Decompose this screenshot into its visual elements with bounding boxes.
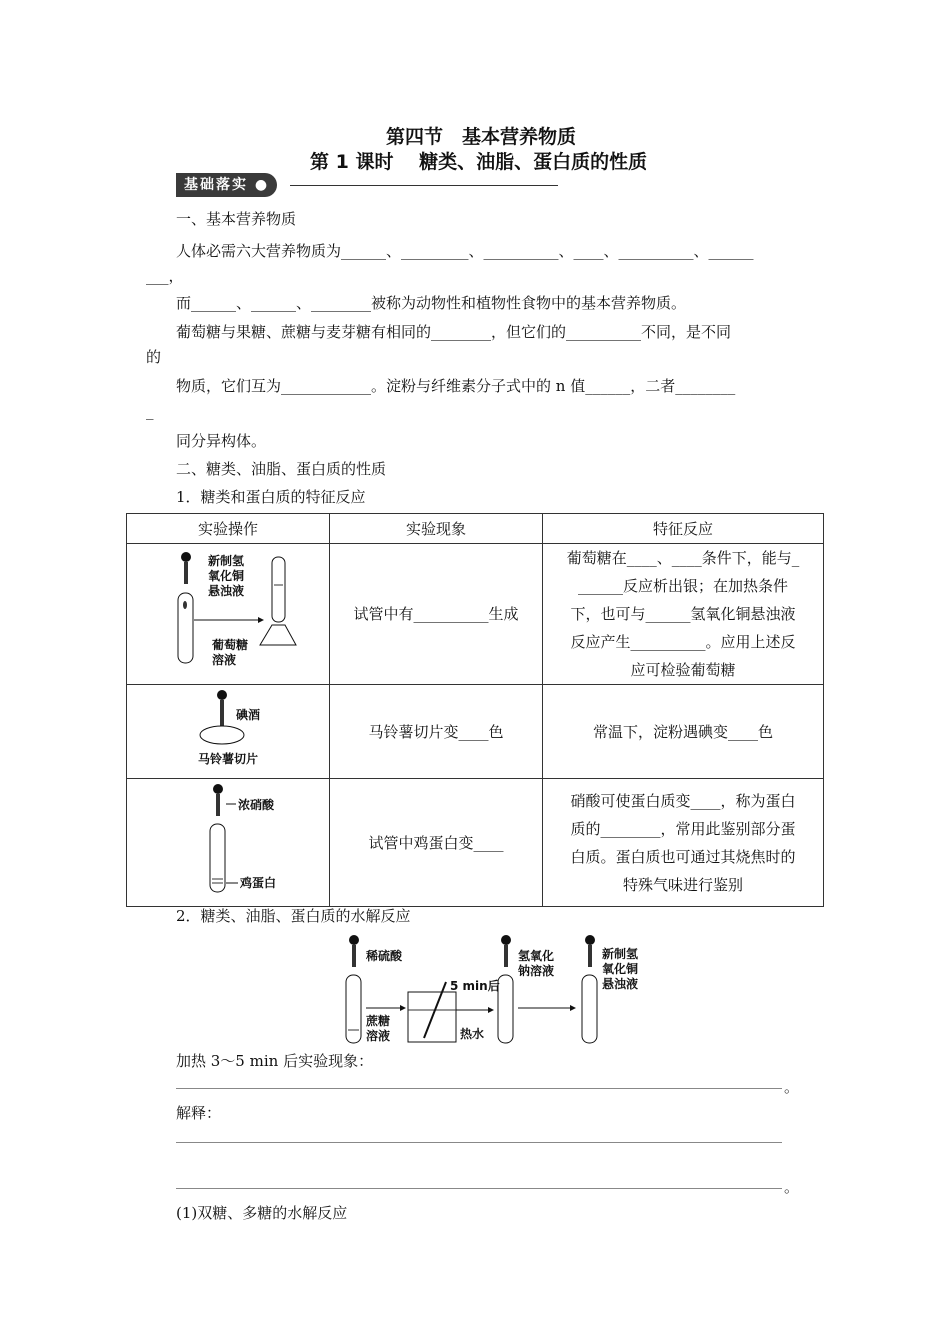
text-line: 而______、______、________被称为动物性和植物性食物中的基本营养物质。 (176, 294, 687, 312)
fig-label: 浓硝酸 (238, 798, 275, 812)
fig-label: 氧化铜 (602, 962, 639, 976)
fig-label: 氢氧化 (518, 949, 555, 963)
fig-label: 热水 (460, 1027, 485, 1041)
fig-label: 5 min后 (450, 979, 500, 993)
table-row (127, 544, 824, 685)
silver-mirror-figure (138, 545, 318, 675)
text-line: 人体必需六大营养物质为______、_________、__________、____、__________、______ (176, 242, 754, 260)
observation-label: 加热 3～5 min 后实验现象： (176, 1052, 374, 1070)
reaction-cell (543, 544, 824, 685)
text-line: 的 (146, 348, 162, 366)
hydrolysis-figure (338, 930, 678, 1048)
phenomenon-cell: 马铃薯切片变____色 (330, 685, 543, 779)
text-line: 物质，它们互为____________。淀粉与纤维素分子式中的 n 值______，二者________ (176, 377, 736, 395)
experiment-figure (127, 544, 330, 685)
experiment-figure (127, 685, 330, 779)
period: 。 (784, 1078, 800, 1096)
answer-line (176, 1188, 782, 1189)
reaction-table (126, 513, 824, 907)
fig-label: 新制氢 (208, 553, 245, 568)
reaction-line: 白质。蛋白质也可通过其烧焦时的 (570, 847, 796, 866)
subheading: (1)双糖、多糖的水解反应 (176, 1204, 348, 1222)
period: 。 (784, 1178, 800, 1196)
banner-label: 基础落实 (184, 177, 248, 193)
reaction-cell: 常温下，淀粉遇碘变____色 (543, 685, 824, 779)
text-line: _ (146, 402, 154, 420)
banner-rule (290, 185, 558, 186)
reaction-line: 反应产生__________。应用上述反 (570, 633, 796, 651)
phenomenon-cell: 试管中有__________生成 (330, 544, 543, 685)
reaction-line: 硝酸可使蛋白质变____，称为蛋白 (570, 791, 796, 810)
fig-label: 葡萄糖 (212, 637, 249, 652)
fig-label: 稀硫酸 (366, 949, 403, 963)
section1-heading: 一、基本营养物质 (176, 210, 297, 228)
fig-label: 鸡蛋白 (240, 876, 277, 890)
col-header: 实验现象 (330, 514, 543, 544)
answer-line (176, 1088, 782, 1089)
subheading: 2．糖类、油脂、蛋白质的水解反应 (176, 907, 411, 925)
fig-label: 悬浊液 (602, 977, 639, 991)
answer-line (176, 1142, 782, 1143)
basics-banner (176, 173, 277, 197)
reaction-line: 葡萄糖在____、____条件下，能与_ (566, 549, 800, 567)
table-row (127, 685, 824, 779)
section2-heading: 二、糖类、油脂、蛋白质的性质 (176, 460, 387, 478)
lesson-title: 第 1 课时 糖类、油脂、蛋白质的性质 (310, 151, 648, 173)
fig-label: 碘酒 (236, 708, 261, 722)
fig-label: 溶液 (366, 1029, 391, 1043)
bullet-icon: ● (254, 177, 270, 193)
reaction-line: 下，也可与______氢氧化铜悬浊液 (570, 605, 796, 623)
table-row (127, 779, 824, 907)
section-title: 第四节 基本营养物质 (386, 126, 577, 148)
fig-label: 马铃薯切片 (198, 752, 259, 766)
text-line: ___， (146, 267, 184, 285)
protein-figure (138, 779, 318, 897)
reaction-cell (543, 779, 824, 907)
fig-label: 钠溶液 (518, 964, 555, 978)
reaction-line: 特殊气味进行鉴别 (622, 875, 743, 894)
text-line: 同分异构体。 (176, 432, 267, 450)
fig-label: 溶液 (212, 652, 237, 667)
col-header: 特征反应 (543, 514, 824, 544)
experiment-figure (127, 779, 330, 907)
fig-label: 氧化铜 (208, 568, 245, 583)
reaction-line: ______反应析出银；在加热条件 (577, 577, 788, 595)
subheading: 1．糖类和蛋白质的特征反应 (176, 488, 366, 506)
table-header-row (127, 514, 824, 544)
explanation-label: 解释： (176, 1104, 222, 1122)
iodine-figure (138, 685, 318, 769)
fig-label: 新制氢 (602, 947, 639, 961)
reaction-line: 质的________，常用此鉴别部分蛋 (570, 819, 796, 838)
text-line: 葡萄糖与果糖、蔗糖与麦芽糖有相同的________，但它们的__________不同，是不同 (176, 323, 732, 341)
reaction-line: 应可检验葡萄糖 (630, 661, 736, 679)
fig-label: 悬浊液 (208, 583, 245, 598)
col-header: 实验操作 (127, 514, 330, 544)
phenomenon-cell: 试管中鸡蛋白变____ (330, 779, 543, 907)
fig-label: 蔗糖 (366, 1014, 391, 1028)
